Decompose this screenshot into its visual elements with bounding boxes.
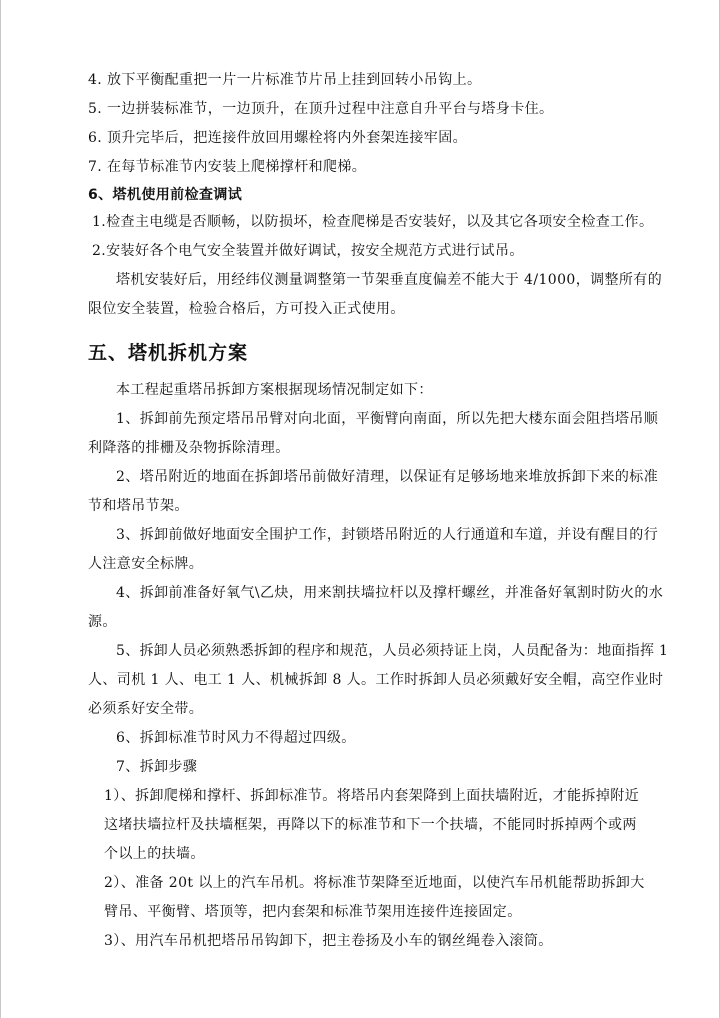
- step-1-line2: 这堵扶墙拉杆及扶墙框架，再降以下的标准节和下一个扶墙，不能同时拆掉两个或两: [104, 817, 637, 833]
- paragraph-6: 6、拆卸标准节时风力不得超过四级。: [116, 730, 356, 746]
- install-step-4: 4. 放下平衡配重把一片一片标准节片吊上挂到回转小吊钩上。: [88, 72, 482, 88]
- install-step-6: 6. 顶升完毕后，把连接件放回用螺栓将内外套架连接牢固。: [88, 130, 468, 146]
- page-border-left: [0, 0, 1, 1018]
- step-2-line2: 臂吊、平衡臂、塔顶等，把内套架和标准节架用连接件连接固定。: [104, 904, 522, 920]
- section6-item-2: 2.安装好各个电气安全装置并做好调试，按安全规范方式进行试吊。: [92, 243, 524, 259]
- section6-paragraph-line2: 限位安全装置，检验合格后，方可投入正式使用。: [88, 301, 405, 317]
- paragraph-5-line3: 必须系好安全带。: [88, 701, 204, 717]
- paragraph-5-line1: 5、拆卸人员必须熟悉拆卸的程序和规范，人员必须持证上岗，人员配备为：地面指挥 1: [116, 643, 669, 659]
- section6-item-1: 1.检查主电缆是否顺畅，以防损坏，检查爬梯是否安装好，以及其它各项安全检查工作。: [92, 214, 654, 230]
- paragraph-1-line2: 利降落的排栅及杂物拆除清理。: [88, 440, 290, 456]
- paragraph-4-line2: 源。: [88, 614, 117, 630]
- section6-paragraph-line1: 塔机安装好后，用经纬仪测量调整第一节架垂直度偏差不能大于 4/1000，调整所有的: [116, 272, 663, 288]
- paragraph-3-line2: 人注意安全标牌。: [88, 556, 204, 572]
- step-3-line1: 3）、用汽车吊机把塔吊吊钩卸下，把主卷扬及小车的钢丝绳卷入滚筒。: [104, 933, 553, 949]
- section5-intro: 本工程起重塔吊拆卸方案根据现场情况制定如下：: [116, 382, 433, 398]
- paragraph-5-line2: 人、司机 1 人、电工 1 人、机械拆卸 8 人。工作时拆卸人员必须戴好安全帽，高空作业时: [88, 672, 664, 688]
- paragraph-4-line1: 4、拆卸前准备好氧气\乙炔，用来割扶墙拉杆以及撑杆螺丝，并准备好氧割时防火的水: [116, 585, 664, 601]
- section6-title: 6、塔机使用前检查调试: [88, 187, 243, 203]
- paragraph-2-line2: 节和塔吊节架。: [88, 498, 189, 514]
- step-1-line1: 1）、拆卸爬梯和撑杆、拆卸标准节。将塔吊内套架降到上面扶墙附近，才能拆掉附近: [104, 788, 640, 804]
- install-step-5: 5. 一边拼装标准节，一边顶升，在顶升过程中注意自升平台与塔身卡住。: [88, 101, 554, 117]
- paragraph-2-line1: 2、塔吊附近的地面在拆卸塔吊前做好清理，以保证有足够场地来堆放拆卸下来的标准: [116, 469, 659, 485]
- paragraph-3-line1: 3、拆卸前做好地面安全围护工作，封锁塔吊附近的人行通道和车道，并设有醒目的行: [116, 527, 659, 543]
- paragraph-1-line1: 1、拆卸前先预定塔吊吊臂对向北面，平衡臂向南面，所以先把大楼东面会阻挡塔吊顺: [116, 411, 659, 427]
- step-2-line1: 2）、准备 20t 以上的汽车吊机。将标准节架降至近地面，以使汽车吊机能帮助拆卸大: [104, 875, 645, 891]
- paragraph-7: 7、拆卸步骤: [116, 759, 198, 775]
- step-1-line3: 个以上的扶墙。: [104, 846, 205, 862]
- install-step-7: 7. 在每节标准节内安装上爬梯撑杆和爬梯。: [88, 159, 367, 175]
- section5-heading: 五、塔机拆机方案: [88, 342, 249, 364]
